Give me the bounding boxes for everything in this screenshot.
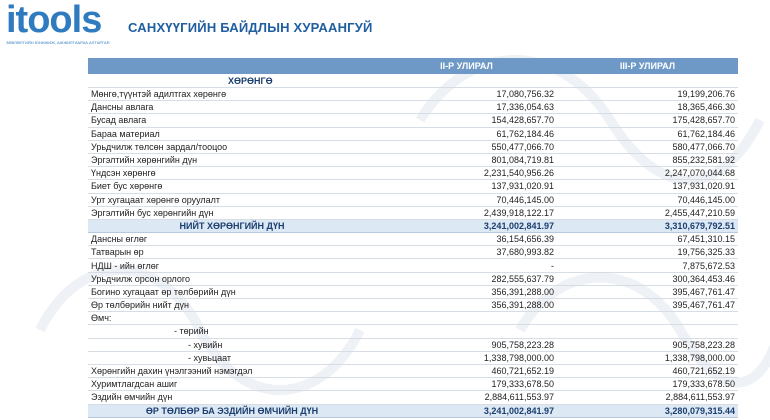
value-q3: 19,199,206.76	[557, 88, 738, 101]
value-q2: 2,439,918,122.17	[376, 206, 557, 219]
value-q3: 7,875,672.53	[557, 259, 738, 272]
value-q3: 395,467,761.47	[557, 299, 738, 312]
row-label: Эздийн өмчийн дүн	[88, 391, 376, 404]
asset-row	[88, 88, 738, 101]
value-q3	[557, 325, 738, 338]
row-label: - хувьцаат	[88, 351, 376, 364]
equity-row	[88, 391, 738, 404]
value-q2: 137,931,020.91	[376, 180, 557, 193]
value-q2: 70,446,145.00	[376, 193, 557, 206]
row-label: Дансны авлага	[88, 101, 376, 114]
value-q3: 175,428,657.70	[557, 114, 738, 127]
row-label: Эргэлтийн хөрөнгийн дүн	[88, 153, 376, 166]
value-q3: 1,338,798,000.00	[557, 351, 738, 364]
value-q2: 2,884,611,553.97	[376, 391, 557, 404]
value-q2: 17,080,756.32	[376, 88, 557, 101]
asset-row	[88, 180, 738, 193]
asset-row	[88, 140, 738, 153]
liability-row	[88, 285, 738, 298]
value-q3: 300,364,453.46	[557, 272, 738, 285]
row-label: Урьдчилж төлсөн зардал/тооцоо	[88, 140, 376, 153]
balance-sheet-table	[88, 58, 738, 418]
equity-sub-row-shares	[88, 351, 738, 364]
equity-sub-row-private	[88, 338, 738, 351]
value-q2: 905,758,223.28	[376, 338, 557, 351]
value-q3: 70,446,145.00	[557, 193, 738, 206]
value-q2: 2,231,540,956.26	[376, 167, 557, 180]
value-q3	[557, 312, 738, 325]
value-q2: 282,555,637.79	[376, 272, 557, 285]
value-q2: 17,336,054.63	[376, 101, 557, 114]
value-q2: 3,241,002,841.97	[376, 404, 557, 417]
value-q3: 855,232,581.92	[557, 153, 738, 166]
value-q2: 1,338,798,000.00	[376, 351, 557, 364]
total-liabilities-equity-row	[88, 404, 738, 417]
row-label: Татварын өр	[88, 246, 376, 259]
value-q2: 356,391,288.00	[376, 285, 557, 298]
value-q2: 460,721,652.19	[376, 364, 557, 377]
row-label: - хувийн	[88, 338, 376, 351]
value-q3: 3,280,079,315.44	[557, 404, 738, 417]
asset-row	[88, 101, 738, 114]
asset-row	[88, 114, 738, 127]
value-q3: 905,758,223.28	[557, 338, 738, 351]
value-q3: 2,455,447,210.59	[557, 206, 738, 219]
itools-logo	[6, 2, 114, 46]
equity-sub-row-state	[88, 325, 738, 338]
logo-wordmark: itools	[6, 0, 102, 41]
value-q3: 3,310,679,792.51	[557, 219, 738, 232]
logo-tagline: ЗӨВЛӨЛТИЙН ЮНИЖИЖ, АЖЖИЛТААРАА АЛТАРГАЯ	[6, 40, 110, 45]
value-q2	[376, 312, 557, 325]
value-q3: 2,884,611,553.97	[557, 391, 738, 404]
equity-header-row	[88, 312, 738, 325]
row-label: НДШ - ийн өглөг	[88, 259, 376, 272]
value-q2: 801,084,719.81	[376, 153, 557, 166]
asset-row	[88, 206, 738, 219]
value-q2	[376, 325, 557, 338]
row-label: Урт хугацаат хөрөнгө оруулалт	[88, 193, 376, 206]
asset-row	[88, 153, 738, 166]
row-label: Хөрөнгийн дахин үнэлгээний нэмэгдэл	[88, 364, 376, 377]
column-header-q2: II-Р УЛИРАЛ	[376, 58, 557, 74]
value-q2: 154,428,657.70	[376, 114, 557, 127]
total-assets-row	[88, 219, 738, 232]
row-label: Бараа материал	[88, 127, 376, 140]
value-q3: 580,477,066.70	[557, 140, 738, 153]
section-assets-row	[88, 74, 738, 88]
row-label: Хуримтлагдсан ашиг	[88, 378, 376, 391]
column-header-label	[88, 58, 376, 74]
value-q3: 179,333,678.50	[557, 378, 738, 391]
value-q2: 550,477,066.70	[376, 140, 557, 153]
row-label: Үндсэн хөрөнгө	[88, 167, 376, 180]
value-q3: 2,247,070,044.68	[557, 167, 738, 180]
row-label: Өр төлбөрийн нийт дүн	[88, 299, 376, 312]
liability-row	[88, 233, 738, 246]
row-label: Эргэлтийн бус хөрөнгийн дүн	[88, 206, 376, 219]
value-q2: 37,680,993.82	[376, 246, 557, 259]
asset-row	[88, 127, 738, 140]
value-q2: 36,154,656.39	[376, 233, 557, 246]
table-header-row	[88, 58, 738, 74]
equity-row	[88, 378, 738, 391]
value-q3: 61,762,184.46	[557, 127, 738, 140]
row-label: Богино хугацаат өр төлбөрийн дүн	[88, 285, 376, 298]
asset-row	[88, 193, 738, 206]
value-q3: 18,365,466.30	[557, 101, 738, 114]
value-q2: 356,391,288.00	[376, 299, 557, 312]
value-q3: 137,931,020.91	[557, 180, 738, 193]
row-label: - төрийн	[88, 325, 376, 338]
row-label: Дансны өглөг	[88, 233, 376, 246]
row-label: Бусад авлага	[88, 114, 376, 127]
equity-row	[88, 364, 738, 377]
value-q3: 395,467,761.47	[557, 285, 738, 298]
value-q2: 3,241,002,841.97	[376, 219, 557, 232]
column-header-q3: III-Р УЛИРАЛ	[557, 58, 738, 74]
row-label: Урьдчилж орсон орлого	[88, 272, 376, 285]
liability-row	[88, 259, 738, 272]
page-title: САНХҮҮГИЙН БАЙДЛЫН ХУРААНГУЙ	[128, 20, 373, 35]
value-q2: 179,333,678.50	[376, 378, 557, 391]
section-assets-label: ХӨРӨНГӨ	[88, 74, 376, 88]
value-q3: 67,451,310.15	[557, 233, 738, 246]
row-label: ӨР ТӨЛБӨР БА ЭЗДИЙН ӨМЧИЙН ДҮН	[88, 404, 376, 417]
value-q3: 19,756,325.33	[557, 246, 738, 259]
value-q3: 460,721,652.19	[557, 364, 738, 377]
liability-row	[88, 299, 738, 312]
row-label: Өмч:	[88, 312, 376, 325]
liability-row	[88, 246, 738, 259]
row-label: НИЙТ ХӨРӨНГИЙН ДҮН	[88, 219, 376, 232]
value-q2: -	[376, 259, 557, 272]
liability-row	[88, 272, 738, 285]
row-label: Мөнгө,түүнтэй адилтгах хөрөнгө	[88, 88, 376, 101]
row-label: Биет бус хөрөнгө	[88, 180, 376, 193]
value-q2: 61,762,184.46	[376, 127, 557, 140]
asset-row	[88, 167, 738, 180]
